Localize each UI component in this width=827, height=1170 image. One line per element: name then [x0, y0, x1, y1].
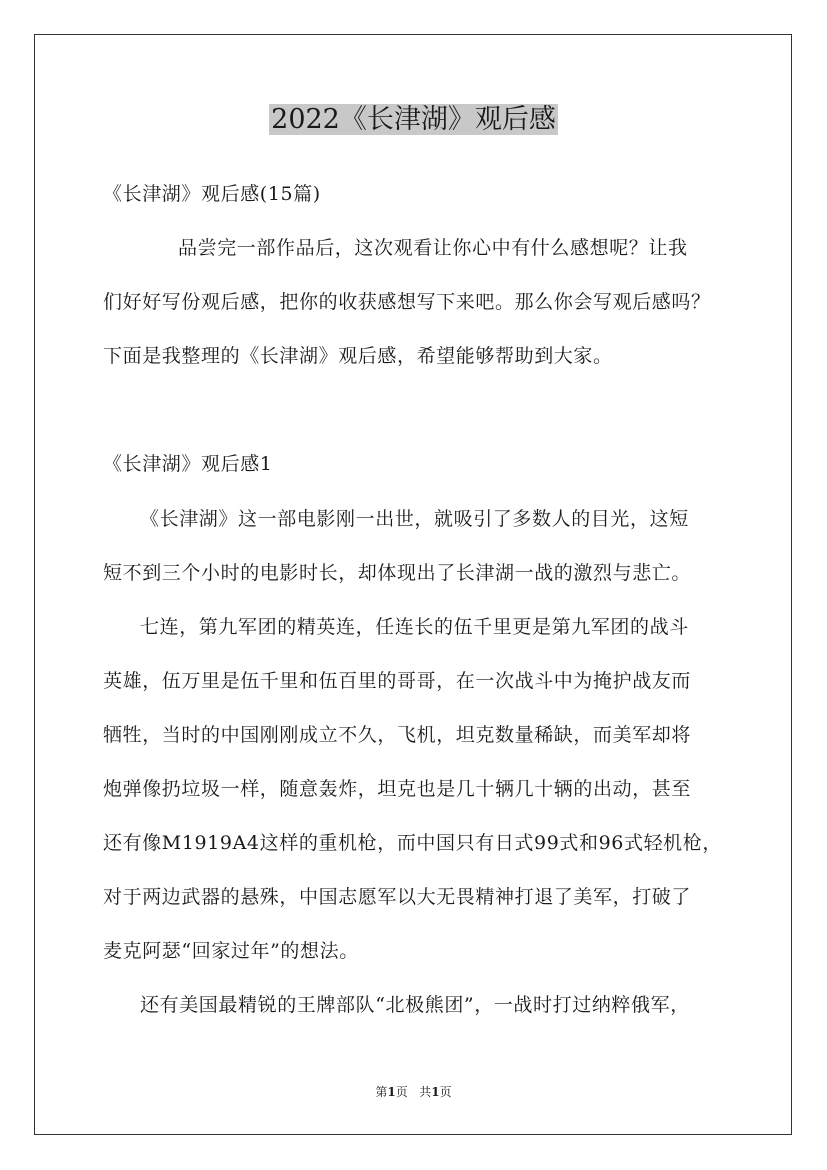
footer-page-suffix: 页 [395, 1085, 408, 1099]
document-title-text: 2022《长津湖》观后感 [271, 104, 556, 135]
intro-line: 品尝完一部作品后，这次观看让你心中有什么感想呢？让我 [178, 237, 688, 259]
intro-line: 下面是我整理的《长津湖》观后感，希望能够帮助到大家。 [103, 345, 613, 367]
body-line: 《长津湖》这一部电影刚一出世，就吸引了多数人的目光，这短 [140, 508, 689, 530]
body-line: 还有美国最精锐的王牌部队“北极熊团”，一战时打过纳粹俄军， [140, 994, 690, 1016]
body-line: 对于两边武器的悬殊，中国志愿军以大无畏精神打退了美军，打破了 [103, 886, 692, 908]
footer-page-number: 1 [387, 1085, 396, 1099]
body-line: 英雄，伍万里是伍千里和伍百里的哥哥，在一次战斗中为掩护战友而 [103, 670, 692, 692]
intro-line: 们好好写份观后感，把你的收获感想写下来吧。那么你会写观后感吗？ [103, 291, 711, 313]
section-heading: 《长津湖》观后感1 [103, 453, 273, 475]
body-line: 短不到三个小时的电影时长，却体现出了长津湖一战的激烈与悲亡。 [103, 562, 692, 584]
body-line: 麦克阿瑟“回家过年”的想法。 [103, 940, 359, 962]
page-footer [0, 1083, 827, 1101]
footer-page-prefix: 第 [375, 1085, 388, 1099]
body-line: 炮弹像扔垃圾一样，随意轰炸，坦克也是几十辆几十辆的出动，甚至 [103, 778, 692, 800]
document-subtitle: 《长津湖》观后感(15篇) [103, 183, 321, 205]
body-line: 七连，第九军团的精英连，任连长的伍千里更是第九军团的战斗 [140, 616, 689, 638]
footer-total-number: 1 [431, 1085, 440, 1099]
document-title [0, 100, 827, 140]
footer-total-suffix: 页 [439, 1085, 452, 1099]
body-line: 牺牲，当时的中国刚刚成立不久，飞机，坦克数量稀缺，而美军却将 [103, 724, 692, 746]
body-line: 还有像M1919A4这样的重机枪，而中国只有日式99式和96式轻机枪， [103, 832, 722, 854]
footer-total-prefix: 共 [419, 1085, 432, 1099]
